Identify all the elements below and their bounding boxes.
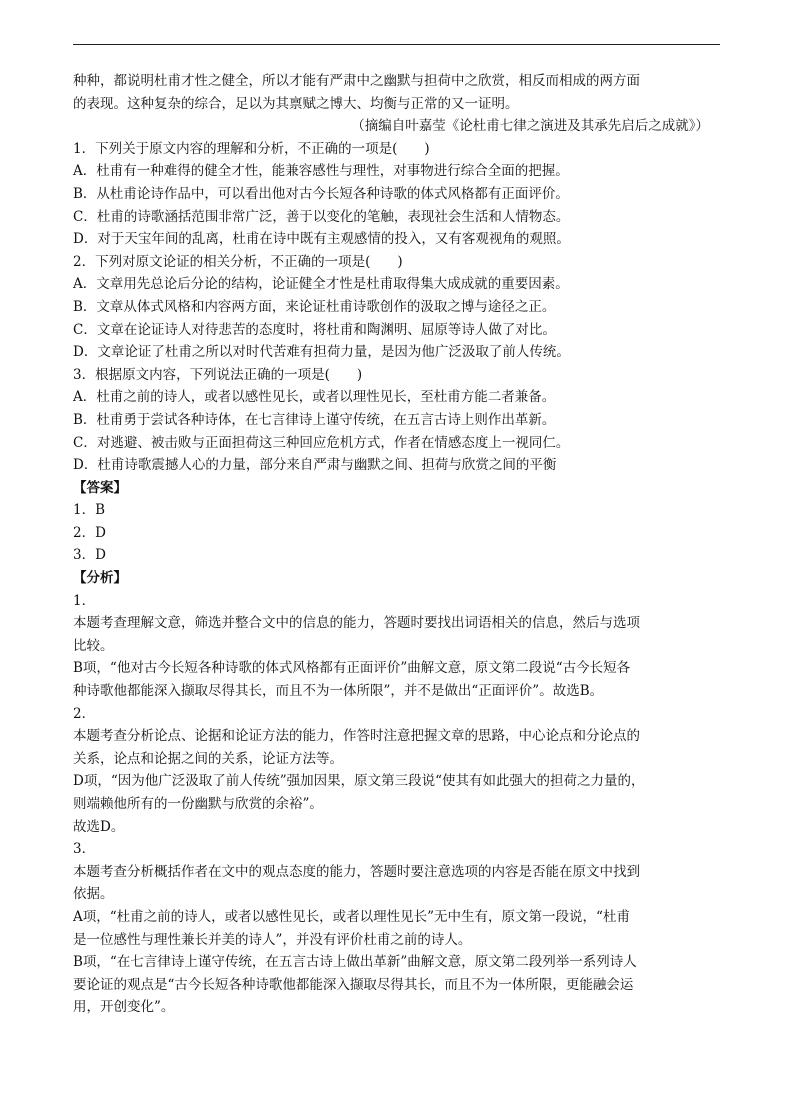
analysis-line: 比较。 [73,637,114,654]
question-3-option-b: B．杜甫勇于尝试各种诗体，在七言律诗上谨守传统，在五言古诗上则作出革新。 [73,411,556,428]
analysis-line: 用，开创变化”。 [73,999,175,1016]
analysis-3-number: 3． [73,841,96,858]
question-2-option-d: D．文章论证了杜甫之所以对时代苦难有担荷力量，是因为他广泛汲取了前人传统。 [73,344,570,361]
answer-2: 2．D [73,524,106,541]
analysis-2-number: 2． [73,705,96,722]
analysis-line: 关系，论点和论据之间的关系，论证方法等。 [73,750,343,767]
analysis-line: 是一位感性与理性兼长并美的诗人”，并没有评价杜甫之前的诗人。 [73,931,472,948]
analysis-line: 本题考查分析概括作者在文中的观点态度的能力，答题时要注意选项的内容是否能在原文中找到 [73,863,640,880]
question-1-option-d: D．对于天宝年间的乱离，杜甫在诗中既有主观感情的投入，又有客观视角的观照。 [73,231,570,248]
question-2-stem: 2．下列对原文论证的相关分析，不正确的一项是( ) [73,253,403,270]
paragraph-line: 的表现。这种复杂的综合，足以为其禀赋之博大、均衡与正常的又一证明。 [73,95,519,112]
question-2-option-b: B．文章从体式风格和内容两方面，来论证杜甫诗歌创作的汲取之博与途径之正。 [73,298,556,315]
analysis-1-number: 1． [73,592,96,609]
analysis-line: B项，“在七言律诗上谨守传统，在五言古诗上做出革新”曲解文意，原文第二段列举一系列诗人 [73,954,637,971]
analysis-line: 本题考查分析论点、论据和论证方法的能力，作答时注意把握文章的思路，中心论点和分论点的 [73,728,640,745]
answer-heading: 【答案】 [73,479,127,496]
header-rule [73,44,720,45]
analysis-line: D项，“因为他广泛汲取了前人传统”强加因果，原文第三段说“使其有如此强大的担荷之力量的， [73,773,645,790]
document-body [73,70,723,1019]
analysis-line: 要论证的观点是“古今长短各种诗歌他都能深入撷取尽得其长，而且不为一体所限，更能融会运 [73,976,634,993]
question-1-stem: 1．下列关于原文内容的理解和分析，不正确的一项是( ) [73,140,430,157]
question-3-stem: 3．根据原文内容，下列说法正确的一项是( ) [73,366,363,383]
analysis-line: 本题考查理解文意，筛选并整合文中的信息的能力，答题时要找出词语相关的信息，然后与选项 [73,615,640,632]
question-1-option-b: B．从杜甫论诗作品中，可以看出他对古今长短各种诗歌的体式风格都有正面评价。 [73,185,569,202]
answer-3: 3．D [73,547,106,564]
question-1-option-c: C．杜甫的诗歌涵括范围非常广泛，善于以变化的笔触，表现社会生活和人情物态。 [73,208,570,225]
answer-1: 1．B [73,502,106,519]
analysis-line: 种诗歌他都能深入撷取尽得其长，而且不为一体所限”，并不是做出“正面评价”。故选B。 [73,683,604,700]
question-3-option-a: A．杜甫之前的诗人，或者以感性见长，或者以理性见长，至杜甫方能二者兼备。 [73,389,556,406]
question-2-option-a: A．文章用先总论后分论的结构，论证健全才性是杜甫取得集大成成就的重要因素。 [73,276,569,293]
question-2-option-c: C．文章在论证诗人对待悲苦的态度时，将杜甫和陶渊明、屈原等诗人做了对比。 [73,321,556,338]
question-3-option-d: D．杜甫诗歌震撼人心的力量，部分来自严肃与幽默之间、担荷与欣赏之间的平衡 [73,457,557,474]
analysis-line: 故选D。 [73,818,125,835]
analysis-heading: 【分析】 [73,570,127,587]
question-3-option-c: C．对逃避、被击败与正面担荷这三种回应危机方式，作者在情感态度上一视同仁。 [73,434,570,451]
question-1-option-a: A．杜甫有一种难得的健全才性，能兼容感性与理性，对事物进行综合全面的把握。 [73,163,569,180]
analysis-line: A项，“杜甫之前的诗人，或者以感性见长，或者以理性见长”无中生有，原文第一段说，“杜甫 [73,908,630,925]
paragraph-line: 种种，都说明杜甫才性之健全，所以才能有严肃中之幽默与担荷中之欣赏，相反而相成的两方面 [73,73,640,89]
source-citation: （摘编自叶嘉莹《论杜甫七律之演进及其承先启后之成就》） [351,118,709,135]
analysis-line: 依据。 [73,886,114,903]
analysis-line: 则端赖他所有的一份幽默与欣赏的余裕”。 [73,796,323,812]
analysis-line: B项，“他对古今长短各种诗歌的体式风格都有正面评价”曲解文意，原文第二段说“古今长短各 [73,660,631,677]
